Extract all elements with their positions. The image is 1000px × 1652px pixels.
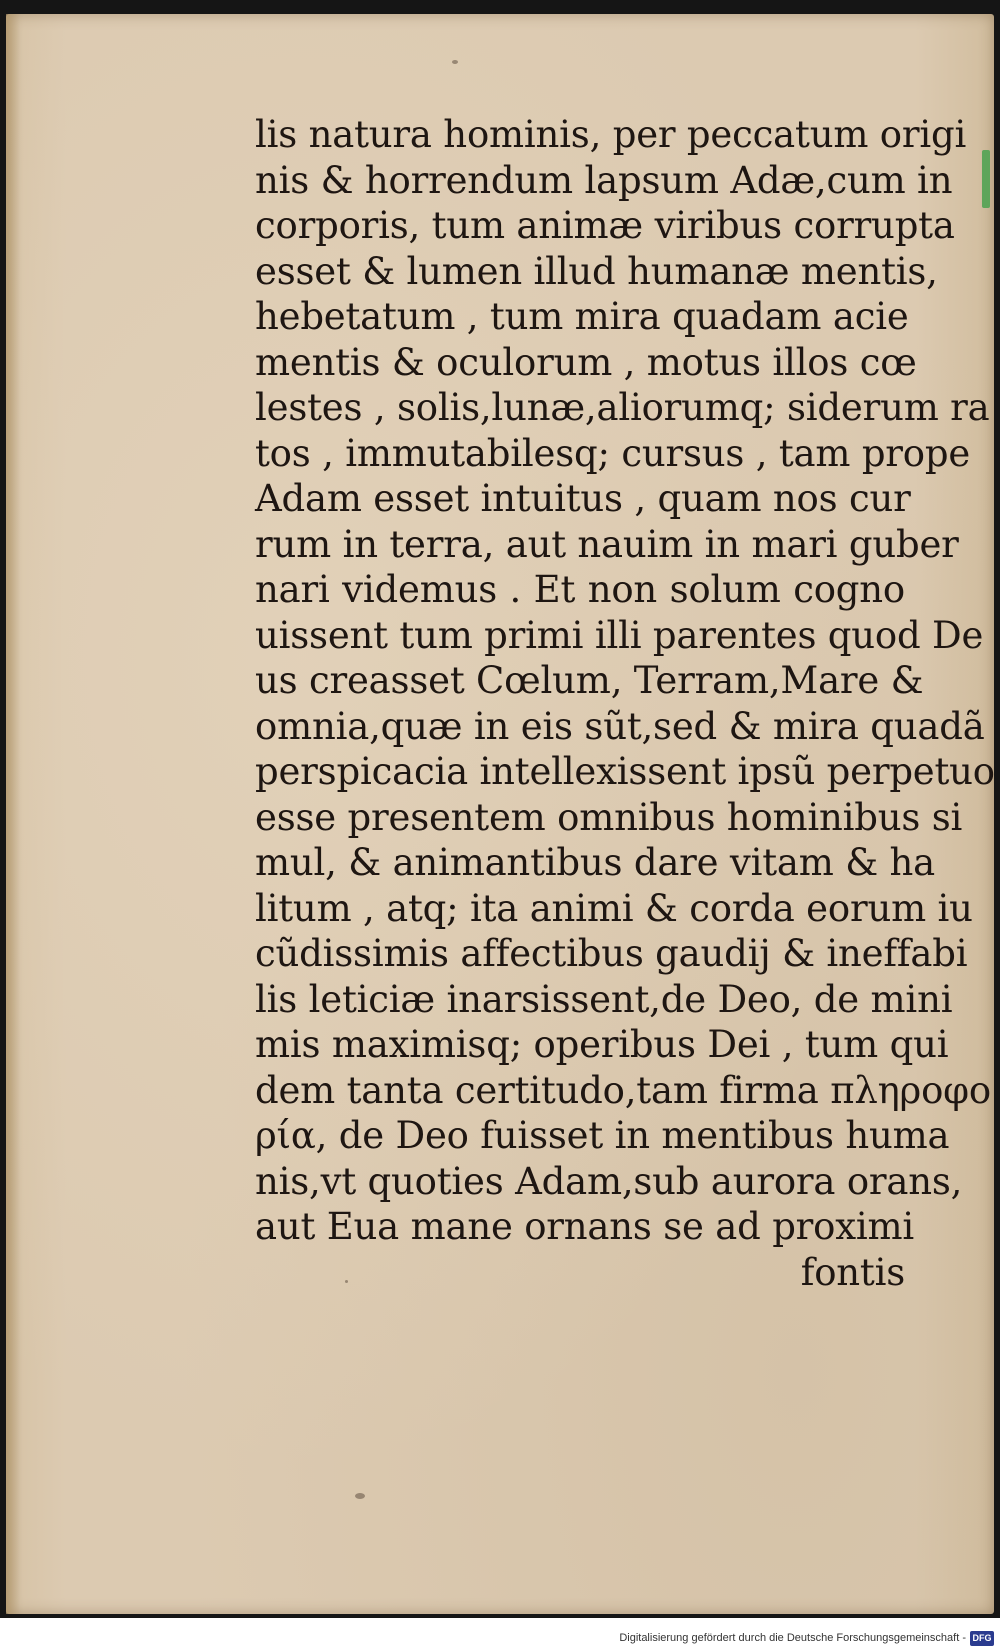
funding-credit: Digitalisierung gefördert durch die Deutsche Forschungsgemeinschaft - xyxy=(619,1632,966,1644)
ink-speck xyxy=(452,60,458,64)
text-line: esset & lumen illud humanæ mentis, xyxy=(255,249,938,293)
catchword: fontis xyxy=(800,1250,905,1294)
text-line: nis,vt quoties Adam,sub aurora orans, xyxy=(255,1159,963,1203)
ink-speck xyxy=(355,1493,365,1499)
text-line: ρία, de Deo fuisset in mentibus huma xyxy=(255,1114,950,1157)
text-line: hebetatum , tum mira quadam acie xyxy=(255,295,909,338)
text-line: omnia,quæ in eis sũt,sed & mira quadã xyxy=(255,704,985,748)
text-line: corporis, tum animæ viribus corrupta xyxy=(255,204,955,247)
text-line: aut Eua mane ornans se ad proximi xyxy=(255,1205,915,1248)
text-line: mis maximisq; operibus Dei , tum qui xyxy=(255,1023,949,1066)
text-line: cũdissimis affectibus gaudij & ineffabi xyxy=(255,932,968,975)
text-line: lestes , solis,lunæ,aliorumq; siderum ra xyxy=(255,386,990,429)
text-line: lis leticiæ inarsissent,de Deo, de mini xyxy=(255,977,953,1021)
text-line: dem tanta certitudo,tam firma πληροφο xyxy=(255,1068,991,1112)
text-line: nis & horrendum lapsum Adæ,cum in xyxy=(255,158,953,202)
text-line: nari videmus . Et non solum cogno xyxy=(255,568,905,611)
text-body xyxy=(255,112,995,1295)
text-line: perspicacia intellexissent ipsũ perpetuo xyxy=(255,750,995,793)
text-line: tos , immutabilesq; cursus , tam prope xyxy=(255,431,971,475)
text-line: uissent tum primi illi parentes quod De xyxy=(255,613,984,657)
page-gutter-shadow xyxy=(6,14,20,1614)
text-line: Adam esset intuitus , quam nos cur xyxy=(255,477,911,520)
text-line: rum in terra, aut nauim in mari guber xyxy=(255,522,959,566)
text-line: us creasset Cœlum, Terram,Mare & xyxy=(255,659,924,702)
footer-bar xyxy=(0,1618,1000,1652)
green-bookmark-strip xyxy=(982,150,990,208)
text-line: esse presentem omnibus hominibus si xyxy=(255,795,963,839)
text-line: mul, & animantibus dare vitam & ha xyxy=(255,841,936,884)
dfg-logo: DFG xyxy=(970,1631,994,1646)
text-line: litum , atq; ita animi & corda eorum iu xyxy=(255,886,973,930)
text-line: mentis & oculorum , motus illos cœ xyxy=(255,340,917,384)
text-line: lis natura hominis, per peccatum origi xyxy=(255,113,967,156)
